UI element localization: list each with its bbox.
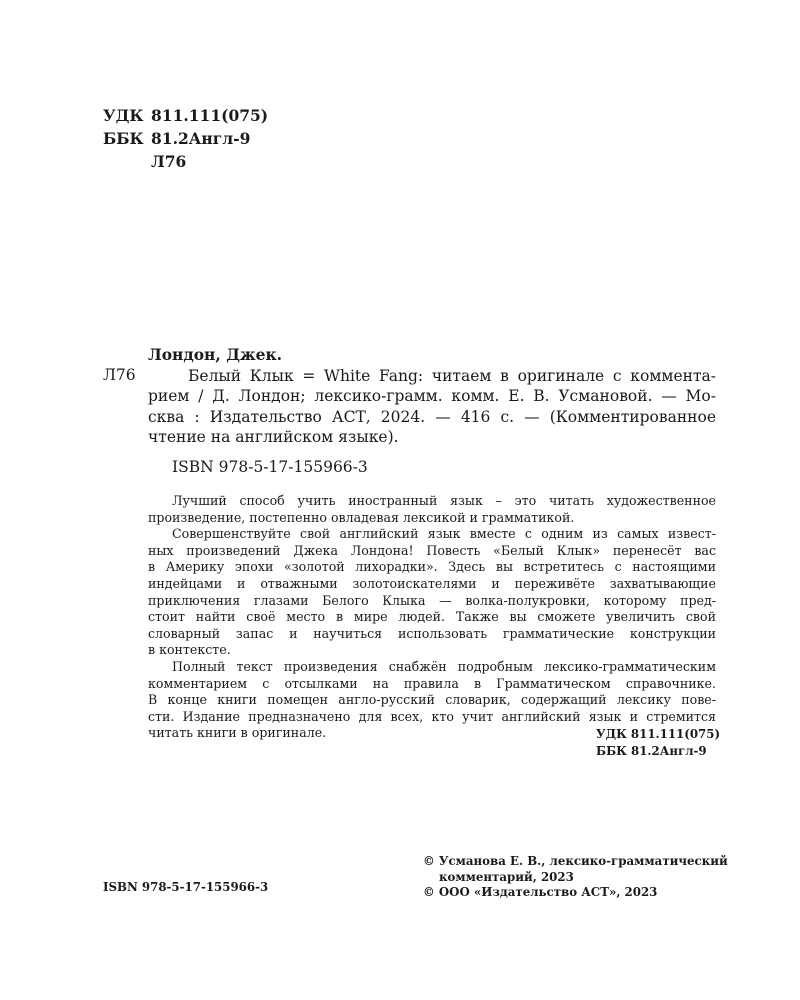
footer-udk: УДК 811.111(075): [596, 727, 721, 741]
biblio-line: рием / Д. Лондон; лексико-грамм. комм. Е. В. Усмановой. — Мо-: [148, 387, 716, 406]
annotation-line: комментарием с отсылками на правила в Грамматическом справочнике.: [148, 675, 716, 691]
annotation-line: сти. Издание предназначено для всех, кто учит английский язык и стремится: [148, 708, 716, 724]
annotation-line: читать книги в оригинале.: [148, 725, 327, 741]
annotation-line: стоит найти своё место в мире людей. Также вы сможете увеличить свой: [148, 609, 716, 625]
annotation-line: в Америку эпохи «золотой лихорадки». Здесь вы встретитесь с настоящими: [148, 559, 716, 575]
isbn-bottom: ISBN 978-5-17-155966-3: [103, 880, 269, 894]
annotation-line: Совершенствуйте свой английский язык вместе с одним из самых извест-: [172, 526, 716, 542]
copyright-block: [423, 854, 728, 901]
record-author-mark: Л76: [103, 366, 136, 384]
footer-bbk: ББК 81.2Англ-9: [596, 743, 707, 758]
copyright-line: © ООО «Издательство АСТ», 2023: [423, 885, 658, 899]
bibliographic-record: [148, 366, 716, 447]
footer-classification: [596, 726, 720, 759]
copyright-line: © Усманова Е. В., лексико-грамматический: [423, 854, 728, 868]
annotation-line: приключения глазами Белого Клыка — волка-полукровки, которому пред-: [148, 592, 716, 608]
udk-label: УДК: [103, 106, 144, 125]
biblio-line: чтение на английском языке).: [148, 427, 399, 446]
udk-value: 811.111(075): [151, 106, 269, 125]
isbn-main: ISBN 978-5-17-155966-3: [172, 458, 368, 476]
bbk-value: 81.2Англ-9: [151, 129, 251, 148]
biblio-line: сква : Издательство АСТ, 2024. — 416 с. — (Комментированное: [148, 407, 716, 426]
annotation: [148, 493, 716, 742]
annotation-line: в контексте.: [148, 642, 231, 658]
udk-row: [103, 104, 268, 127]
annotation-line: Лучший способ учить иностранный язык – это читать художественное: [172, 493, 716, 508]
annotation-line: В конце книги помещен англо-русский словарик, содержащий лексику повe-: [148, 692, 716, 708]
record-author: Лондон, Джек.: [148, 345, 283, 364]
copyright-line: комментарий, 2023: [439, 869, 574, 884]
classification-block: [103, 104, 268, 173]
annotation-line: ных произведений Джека Лондона! Повесть «Белый Клык» перенесёт вас: [148, 542, 716, 558]
biblio-line: Белый Клык = White Fang: читаем в оригинале с коммента-: [188, 367, 716, 385]
annotation-line: словарный запас и научиться использовать грамматические конструкции: [148, 625, 716, 641]
annotation-line: произведение, постепенно овладевая лексикой и грамматикой.: [148, 509, 575, 525]
author-mark: Л76: [151, 152, 187, 171]
annotation-line: Полный текст произведения снабжён подробным лексико-грамматическим: [172, 658, 716, 674]
author-mark-row: [103, 150, 268, 173]
bbk-row: [103, 127, 268, 150]
bbk-label: ББК: [103, 129, 144, 148]
annotation-line: индейцами и отважными золотоискателями и переживёте захватывающие: [148, 575, 716, 591]
